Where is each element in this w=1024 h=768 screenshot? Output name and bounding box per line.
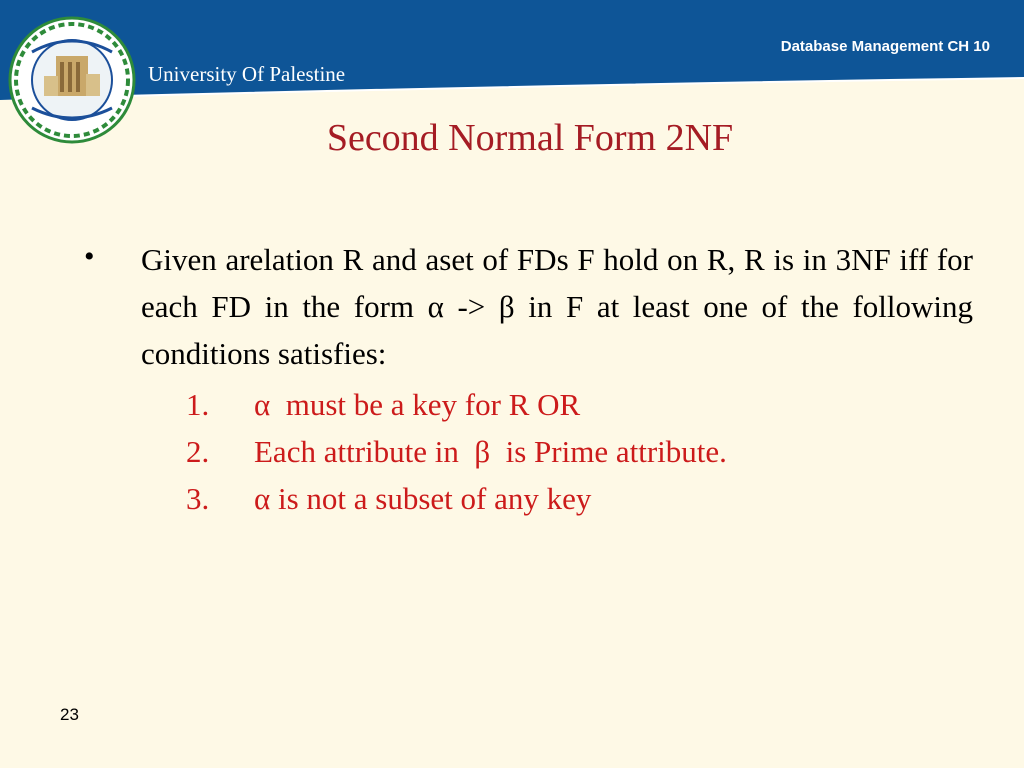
course-title: Database Management CH 10 — [780, 38, 990, 55]
condition-number: 3. — [186, 481, 210, 516]
slide-title: Second Normal Form 2NF — [326, 117, 734, 159]
condition-number: 1. — [186, 387, 210, 422]
conditions-list — [186, 381, 727, 522]
condition-item — [186, 381, 727, 428]
condition-text: α is not a subset of any key — [254, 481, 592, 516]
bullet-icon: • — [84, 240, 95, 273]
condition-number: 2. — [186, 434, 210, 469]
condition-item — [186, 428, 727, 475]
university-name: University Of Palestine — [148, 62, 346, 86]
condition-item — [186, 475, 727, 522]
page-number: 23 — [60, 705, 79, 724]
condition-text: α must be a key for R OR — [254, 387, 581, 422]
body-paragraph: Given arelation R and aset of FDs F hold on R, R is in 3NF iff for each FD in the form α -> β in F at least one of the following conditions satisfies: — [141, 242, 973, 371]
condition-text: Each attribute in β is Prime attribute. — [254, 434, 727, 469]
